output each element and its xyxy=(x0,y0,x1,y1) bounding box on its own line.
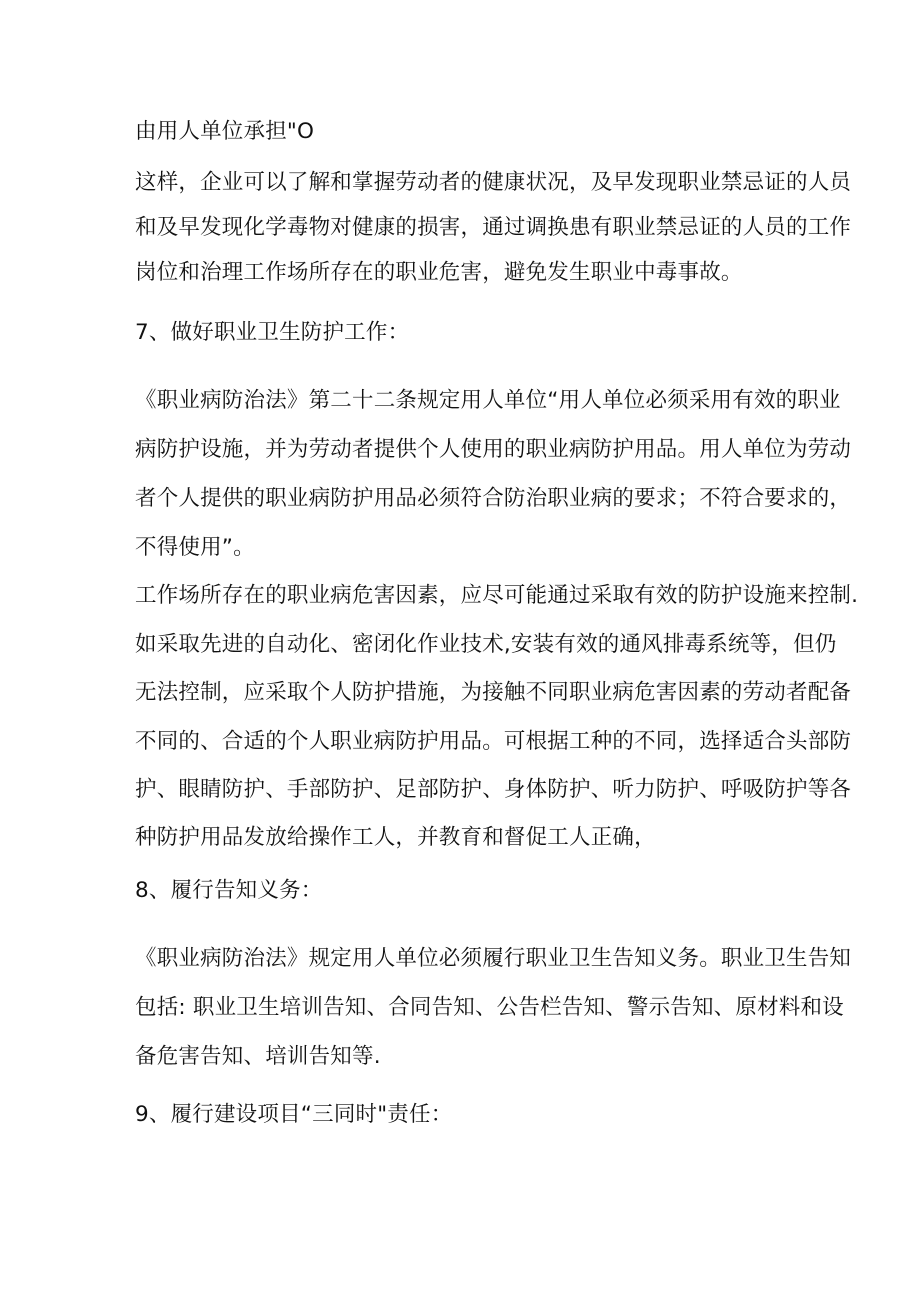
paragraph-line: 和及早发现化学毒物对健康的损害，通过调换患有职业禁忌证的人员的工作 xyxy=(135,215,852,240)
paragraph-line: 备危害告知、培训告知等. xyxy=(135,1044,381,1069)
section-heading-7: 7、做好职业卫生防护工作： xyxy=(135,320,410,345)
paragraph-line: 这样，企业可以了解和掌握劳动者的健康状况，及早发现职业禁忌证的人员 xyxy=(135,170,852,195)
paragraph-line: 《职业病防治法》第二十二条规定用人单位“用人单位必须采用有效的职业 xyxy=(135,388,841,413)
paragraph-line: 无法控制，应采取个人防护措施，为接触不同职业病危害因素的劳动者配备 xyxy=(135,680,852,705)
paragraph-continuation-line: 由用人单位承担"O xyxy=(135,119,315,144)
paragraph-line: 不得使用”。 xyxy=(135,535,255,560)
paragraph-line: 不同的、合适的个人职业病防护用品。可根据工种的不同，选择适合头部防 xyxy=(135,729,852,754)
paragraph-line: 《职业病防治法》规定用人单位必须履行职业卫生告知义务。职业卫生告知 xyxy=(135,946,852,971)
section-heading-8: 8、履行告知义务： xyxy=(135,878,323,903)
section-heading-9: 9、履行建设项目“三同时"责任： xyxy=(135,1102,453,1127)
paragraph-line: 者个人提供的职业病防护用品必须符合防治职业病的要求；不符合要求的， xyxy=(135,486,852,511)
paragraph-line: 种防护用品发放给操作工人，并教育和督促工人正确， xyxy=(135,825,656,850)
paragraph-line: 岗位和治理工作场所存在的职业危害，避免发生职业中毒事故。 xyxy=(135,260,743,285)
paragraph-line: 护、眼睛防护、手部防护、足部防护、身体防护、听力防护、呼吸防护等各 xyxy=(135,777,852,802)
paragraph-line: 包括: 职业卫生培训告知、合同告知、公告栏告知、警示告知、原材料和设 xyxy=(135,995,844,1020)
paragraph-line: 病防护设施，并为劳动者提供个人使用的职业病防护用品。用人单位为劳动 xyxy=(135,437,852,462)
paragraph-line: 工作场所存在的职业病危害因素，应尽可能通过采取有效的防护设施来控制. xyxy=(135,583,859,608)
paragraph-line: 如采取先进的自动化、密闭化作业技术,安装有效的通风排毒系统等，但仍 xyxy=(135,632,837,657)
